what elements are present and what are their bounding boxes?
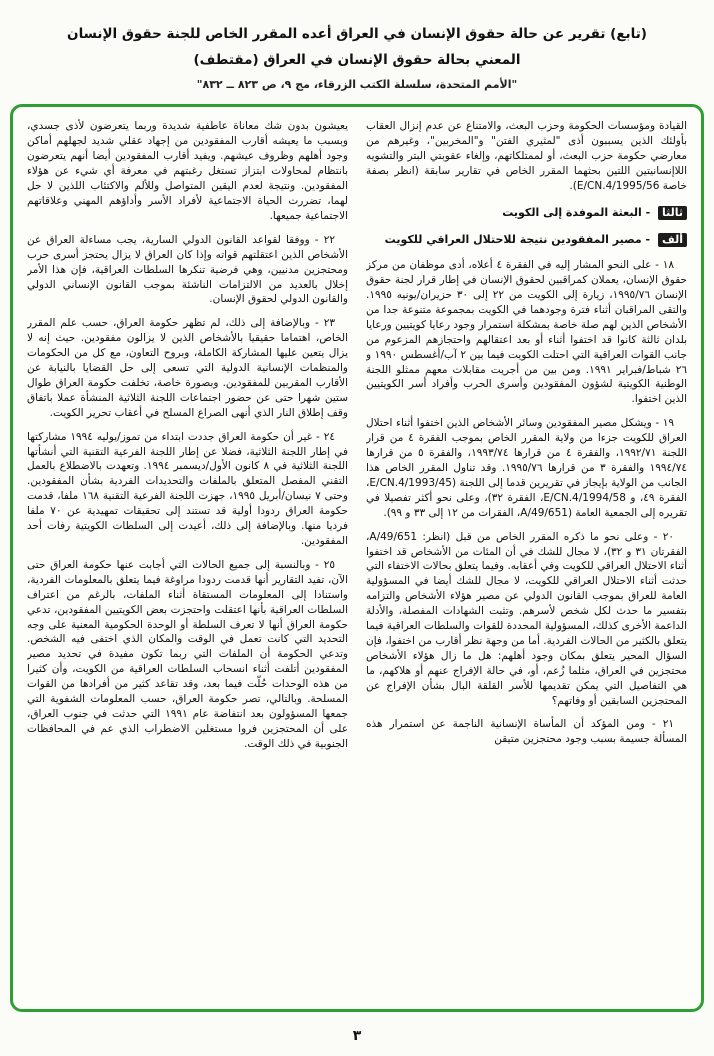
paragraph-continuation: القيادة ومؤسسات الحكومة وحزب البعث، والامتناع عن عدم إنزال العقاب بأولئك الذين يسببون أذى "لمثيري الفتن" و"المخربين"، وغيرهم من معارضي حكومة حزب البعث، أو لممتلكاتهم، وإلغاء عقوبتي البتر والتشويه اللاإنسانيتين اللتين بحثهما المقرر الخاص في تقارير سابقة (انظر بصفة خاصة E/CN.4/1995/56).: [366, 120, 687, 193]
paragraph-19: ١٩ - ويشكل مصير المفقودين وسائر الأشخاص الذين اختفوا أثناء احتلال العراق للكويت جزءا من ولاية المقرر الخاص بموجب الفقرة ٤ من قرار اللجنة ١٩٩٢/٧١، والفقرة ٤ من قرارها ١٩٩٣/٧٤، والفقرة ٥ من قرارها ١٩٩٤/٧٤ والفقرة ٣ من قرارها ١٩٩٥/٧٦. وقد تناول المقرر الخاص هذا الجانب من الولاية بإيجاز في تقريرين قدما إلى اللجنة (E/CN.4/1993/45، الفقرة ٤٩، و E/CN.4/1994/58، الفقرة ٣٢)، وعلى نحو أكثر تفصيلا في تقريره إلى الجمعية العامة (A/49/651، الفقرات من ١٢ إلى ٣٣ و ٩٩).: [366, 417, 687, 519]
paragraph-23: ٢٣ - وبالإضافة إلى ذلك، لم تظهر حكومة العراق، حسب علم المقرر الخاص، اهتماما حقيقيا بالأشخاص الذين لا يزالون مفقودين. حيث إنه لا يزال يتعين عليها المشاركة الكاملة، وبروح التعاون، مع كل من الحكومات والمنظمات الإنسانية الدولية التي تسعى إلى حل القضايا بالنيابة عن الأقارب المقربين للمفقودين. وبصورة خاصة، تخلفت حكومة العراق طوال ستين شهرا حتى عن حضور اجتماعات اللجنة الثلاثية المنشأة عملا باتفاق وقف إطلاق النار الذي أنهى الصراع المسلح في أعقاب تحرير الكويت.: [27, 317, 348, 419]
right-column: [366, 119, 687, 1001]
paragraph-continuation-left: يعيشون بدون شك معاناة عاطفية شديدة وربما يتعرضون لأذى جسدي، وبسبب ما يعيشه أقارب المفقودين من إجهاد عقلي شديد لجهلهم أماكن وجود أهلهم وظروف عيشهم. ويفيد أقارب المفقودين أيضا أنهم يتعرضون بانتظام لمحاولات ابتزاز تستغل رغبتهم في معرفة أي شيء عن هؤلاء المفقودين. ونتيجة لعدم اليقين المتواصل وللألم والاكتئاب اللذين لا حل لهما، تضررت الحياة الاجتماعية لأفراد الأسر وأداؤهم المهني وعلاقاتهم الاجتماعية جميعها.: [27, 120, 348, 222]
subsection-heading-alif: [366, 232, 687, 248]
two-column-layout: [27, 119, 687, 1001]
subsection-title: - مصير المفقودين نتيجة للاحتلال العراقي للكويت: [384, 232, 651, 246]
paragraph-22: ٢٢ - ووفقا لقواعد القانون الدولي السارية، يجب مساءلة العراق عن الأشخاص الذين اعتقلتهم قواته وإذا كان العراق لا يزال يحتجز أسرى حرب ومحتجزين مدنيين، وهي فرضية تنكرها السلطات العراقية، فإن هذا الأمر إخلال بالعديد من الالتزامات الناشئة بموجب القانون الإنساني الدولي والقانون الدولي لحقوق الإنسان.: [27, 233, 348, 306]
paragraph-24: ٢٤ - غير أن حكومة العراق جددت ابتداء من تموز/يوليه ١٩٩٤ مشاركتها في إطار اللجنة الثلاثية، فضلا عن إطار اللجنة الفرعية التقنية التي أنشأتها اللجنة الثلاثية في ٨ كانون الأول/ديسمبر ١٩٩٤. وتعهدت بالاضطلاع بالعمل التقني المفصل المتعلق بالملفات والتحديدات الفردية بشأن المفقودين. وحتى ٧ نيسان/أبريل ١٩٩٥، جهزت اللجنة الفرعية التقنية ١٦٨ ملفا، قدمت حكومة العراق ردودا أولية قد تستند إلى تحقيقات تمهيدية عن ٧٠ ملفا فرديا منها. وبالإضافة إلى ذلك، أعيدت إلى السلطات الكويتية رفات أحد المفقودين.: [27, 430, 348, 547]
document-title-line-2: المعني بحالة حقوق الإنسان في العراق (مقتطف): [193, 52, 521, 69]
page-number: ٣: [352, 1028, 362, 1044]
paragraph-20: ٢٠ - وعلى نحو ما ذكره المقرر الخاص من قبل (انظر: A/49/651، الفقرتان ٣١ و ٣٢)، لا مجال للشك في أن المئات من الأشخاص قد اختفوا أثناء الاحتلال العراقي للكويت وفي أعقابه. وفيما يتعلق بحالات الاختفاء التي حدثت أثناء الاحتلال العراقي للكويت، لا مجال للشك أيضا في المسؤولية العامة للعراق بموجب القانون الدولي عن مصير هؤلاء الأشخاص والتزامه بتفسير ما حدث لكل شخص لأسرهم. وتثبت الشهادات المفصلة، والأدلة الداعمة الأخرى كذلك، المسؤولية المحددة للقوات والسلطات العراقية فيما يتعلق بالكثير من الحالات الفردية. أما من وجهة نظر أقارب من اختفوا، فإن السؤال المحير يتعلق بمكان وجود أهلهم: هل ما زال هؤلاء الأشخاص محتجزين في العراق، مثلما زُعم، أو، في حالة الإفراج عنهم أو هلاكهم، ما هي التفاصيل التي يمكن تقديمها للأسر القلقة البال بشأن الإفراج عن المحتجزين السابقين أو وفاتهم؟: [366, 530, 687, 707]
section-heading-third: [366, 205, 687, 221]
paragraph-18: ١٨ - على النحو المشار إليه في الفقرة ٤ أعلاه، أدى موظفان من مركز حقوق الإنسان، يعملان كمراقبين لحقوق الإنسان في إطار قرار لجنة حقوق الإنسان ١٩٩٥/٧٦، زيارة إلى الكويت من ٢٢ إلى ٣٠ حزيران/يونيه ١٩٩٥. والتقى المراقبان أثناء فترة وجودهما في الكويت بمجموعة متنوعة جدا من الأشخاص الذين لهم صلة خاصة بمشكلة استمرار وجود رعايا كويتيين ورعايا بلدان ثالثة كانوا قد اختفوا أثناء أو بعد اعتقالهم واحتجازهم المزعوم من جانب القوات العراقية التي احتلت الكويت فيما بين ٢ آب/أغسطس ١٩٩٠ و ٢٦ شباط/فبراير ١٩٩١. ومن بين من أجريت مقابلات معهم ممثلو اللجنة الوطنية الكويتية لشؤون المفقودين وأسرى الحرب وأفراد أسر الكويتيين الذين اختفوا.: [366, 259, 687, 406]
content-border-frame: [10, 104, 704, 1012]
subsection-marker-badge: ألف: [658, 233, 687, 247]
document-source-citation: "الأمم المتحدة، سلسلة الكتب الزرقاء، مج ٩، ص ٨٢٣ ــ ٨٣٢": [196, 78, 518, 92]
paragraph-25: ٢٥ - وبالنسبة إلى جميع الحالات التي أجابت عنها حكومة العراق حتى الآن، تفيد التقارير أنها قدمت ردودا مراوغة فيما يتعلق بالمعلومات الفردية، واستنادا إلى المعلومات المستقاة أثناء الملفات، بالرغم من اعتراف السلطات العراقية بأنها اعتقلت واحتجزت بعض الكويتيين المفقودين، تدعي حكومة العراق أنها لا تعرف السلطة أو الوحدة الحكومية المعنية على وجه التحديد التي كانت تعمل في الوقت والمكان الذي اختفى فيه الشخص. وتدعي الحكومة أن الملفات التي ربما تكون مفيدة في تحديد مصير المفقودين أتلفت أثناء انسحاب السلطات العراقية من الكويت، وأن كثيرا من هذه الوحدات حُلّت فيما بعد، وقد تقاعد كثير من أفرادها من القوات المسلحة. وبالتالي، تصر حكومة العراق، حسب المعلومات الشفوية التي جمعها المسؤولون بعد انتفاضة عام ١٩٩١ التي حدثت في جنوب العراق، على أن المحتجزين فروا مستغلين الاضطراب الذي عم في المحافظات الجنوبية في ذلك الوقت.: [27, 558, 348, 750]
section-title: - البعثة الموفدة إلى الكويت: [502, 205, 651, 219]
section-marker-badge: ثالثا: [658, 206, 687, 220]
paragraph-21: ٢١ - ومن المؤكد أن المأساة الإنسانية الناجمة عن استمرار هذه المسألة جسيمة بسبب وجود محتجزين متيقن: [366, 718, 687, 746]
left-column: [27, 119, 348, 1001]
document-header: [0, 0, 714, 92]
document-title-line-1: (تابع) تقرير عن حالة حقوق الإنسان في العراق أعده المقرر الخاص للجنة حقوق الإنسان: [67, 26, 647, 42]
